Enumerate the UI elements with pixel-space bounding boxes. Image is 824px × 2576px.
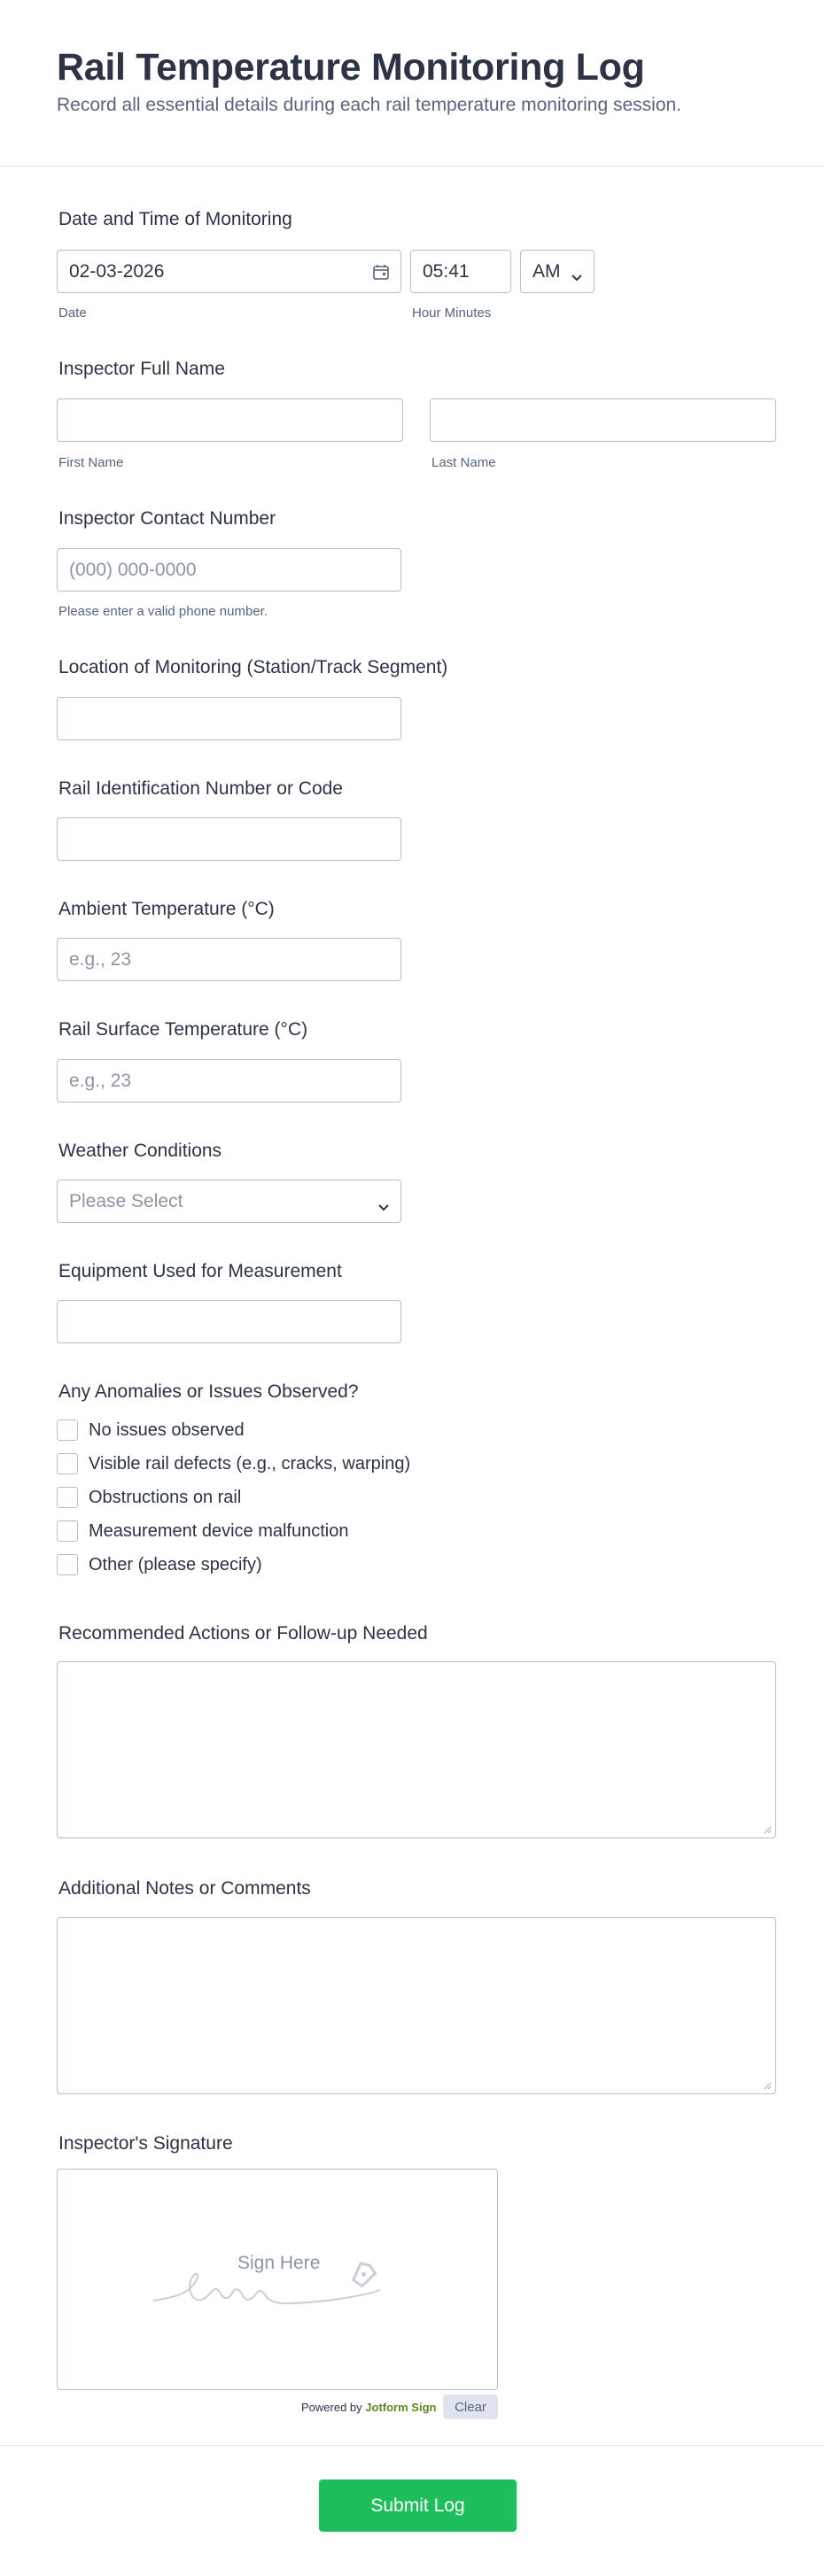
resize-grip-icon[interactable]: [764, 2082, 772, 2090]
jotform-sign-link[interactable]: Jotform Sign: [365, 2401, 437, 2414]
surface-temp-label: Rail Surface Temperature (°C): [58, 1019, 308, 1040]
checkbox-label: Other (please specify): [89, 1554, 262, 1574]
surface-temp-placeholder: e.g., 23: [69, 1070, 132, 1091]
date-value: 02-03-2026: [69, 260, 165, 282]
first-name-input[interactable]: [57, 398, 403, 442]
checkbox[interactable]: [57, 1520, 78, 1542]
signature-scribble-icon: [150, 2255, 398, 2317]
date-sublabel: Date: [58, 306, 87, 321]
form-footer: [0, 2445, 824, 2576]
phone-helper-text: Please enter a valid phone number.: [58, 604, 268, 619]
anomaly-option[interactable]: [57, 1419, 245, 1442]
anomaly-option[interactable]: [57, 1553, 262, 1576]
page-title: Rail Temperature Monitoring Log: [57, 46, 645, 89]
last-name-input[interactable]: [430, 398, 776, 442]
rail-id-input[interactable]: [57, 817, 401, 861]
time-sublabel: Hour Minutes: [412, 306, 492, 321]
actions-textarea[interactable]: [57, 1661, 776, 1838]
first-name-sublabel: First Name: [58, 455, 124, 470]
checkbox-label: Measurement device malfunction: [89, 1520, 349, 1541]
weather-select[interactable]: [57, 1180, 401, 1223]
anomaly-option[interactable]: [57, 1452, 410, 1475]
ambient-temp-placeholder: e.g., 23: [69, 948, 132, 970]
last-name-sublabel: Last Name: [431, 455, 496, 470]
ambient-temp-label: Ambient Temperature (°C): [58, 899, 275, 919]
date-time-label: Date and Time of Monitoring: [58, 209, 292, 229]
notes-textarea[interactable]: [57, 1917, 776, 2094]
surface-temp-input[interactable]: [57, 1059, 401, 1102]
sign-here-text: Sign Here: [237, 2253, 321, 2273]
date-input[interactable]: [57, 250, 401, 293]
checkbox[interactable]: [57, 1420, 78, 1441]
phone-input[interactable]: [57, 548, 401, 592]
actions-label: Recommended Actions or Follow-up Needed: [58, 1623, 428, 1644]
chevron-down-icon: [377, 1196, 390, 1218]
chevron-down-icon: [571, 267, 583, 288]
inspector-name-label: Inspector Full Name: [58, 359, 225, 379]
page-subtitle: Record all essential details during each rail temperature monitoring session.: [57, 95, 682, 115]
signature-label: Inspector's Signature: [58, 2133, 233, 2154]
notes-label: Additional Notes or Comments: [58, 1878, 311, 1899]
checkbox[interactable]: [57, 1554, 78, 1575]
equipment-label: Equipment Used for Measurement: [58, 1261, 342, 1281]
calendar-icon[interactable]: [372, 263, 390, 286]
anomaly-option[interactable]: [57, 1520, 348, 1543]
powered-by-text: [301, 2401, 436, 2414]
time-input[interactable]: [410, 250, 511, 293]
checkbox-label: No issues observed: [89, 1420, 245, 1440]
checkbox[interactable]: [57, 1453, 78, 1474]
anomalies-label: Any Anomalies or Issues Observed?: [58, 1381, 359, 1402]
signature-pad[interactable]: [57, 2169, 498, 2390]
phone-placeholder: (000) 000-0000: [69, 559, 197, 580]
ambient-temp-input[interactable]: [57, 938, 401, 981]
equipment-input[interactable]: [57, 1300, 401, 1343]
location-input[interactable]: [57, 697, 401, 740]
rail-id-label: Rail Identification Number or Code: [58, 778, 343, 799]
form-header: [0, 0, 824, 166]
ampm-value: AM: [532, 260, 561, 282]
weather-placeholder: Please Select: [69, 1190, 183, 1211]
time-value: 05:41: [423, 260, 470, 282]
resize-grip-icon[interactable]: [764, 1826, 772, 1834]
submit-button[interactable]: Submit Log: [319, 2479, 517, 2532]
anomaly-option[interactable]: [57, 1486, 241, 1509]
contact-label: Inspector Contact Number: [58, 508, 276, 529]
powered-by-label: Powered by: [301, 2401, 362, 2414]
checkbox[interactable]: [57, 1487, 78, 1508]
checkbox-label: Obstructions on rail: [89, 1487, 242, 1507]
location-label: Location of Monitoring (Station/Track Segment): [58, 657, 448, 677]
clear-signature-button[interactable]: Clear: [443, 2394, 498, 2419]
weather-label: Weather Conditions: [58, 1141, 222, 1161]
checkbox-label: Visible rail defects (e.g., cracks, warping): [89, 1453, 411, 1474]
ampm-select[interactable]: [520, 250, 595, 293]
